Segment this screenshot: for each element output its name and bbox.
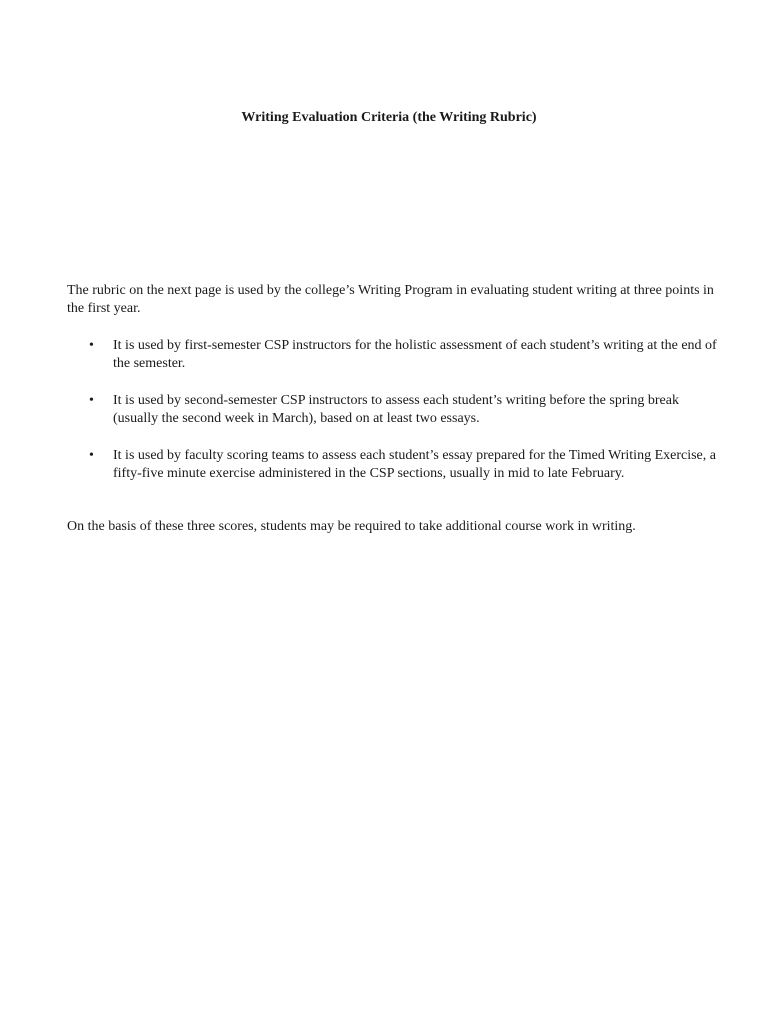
- bullet-list: [67, 337, 717, 502]
- bullet-icon: •: [89, 338, 94, 353]
- list-item-text: It is used by second-semester CSP instructors to assess each student’s writing before the spring break (usually the second week in March), based on at least two essays.: [113, 393, 679, 426]
- list-item: [67, 337, 717, 373]
- list-item: [67, 392, 717, 428]
- bullet-icon: •: [89, 448, 94, 463]
- list-item: [67, 447, 717, 483]
- list-item-text: It is used by first-semester CSP instructors for the holistic assessment of each student’s writing at the end of the semester.: [113, 338, 717, 371]
- closing-paragraph: On the basis of these three scores, students may be required to take additional course work in writing.: [67, 519, 636, 534]
- page-title: Writing Evaluation Criteria (the Writing Rubric): [241, 110, 537, 125]
- list-item-text: It is used by faculty scoring teams to assess each student’s essay prepared for the Timed Writing Exercise, a fifty-five minute exercise administered in the CSP sections, usually in mid to late February.: [113, 448, 716, 481]
- intro-paragraph: The rubric on the next page is used by the college’s Writing Program in evaluating student writing at three points in the first year.: [67, 283, 714, 316]
- bullet-icon: •: [89, 393, 94, 408]
